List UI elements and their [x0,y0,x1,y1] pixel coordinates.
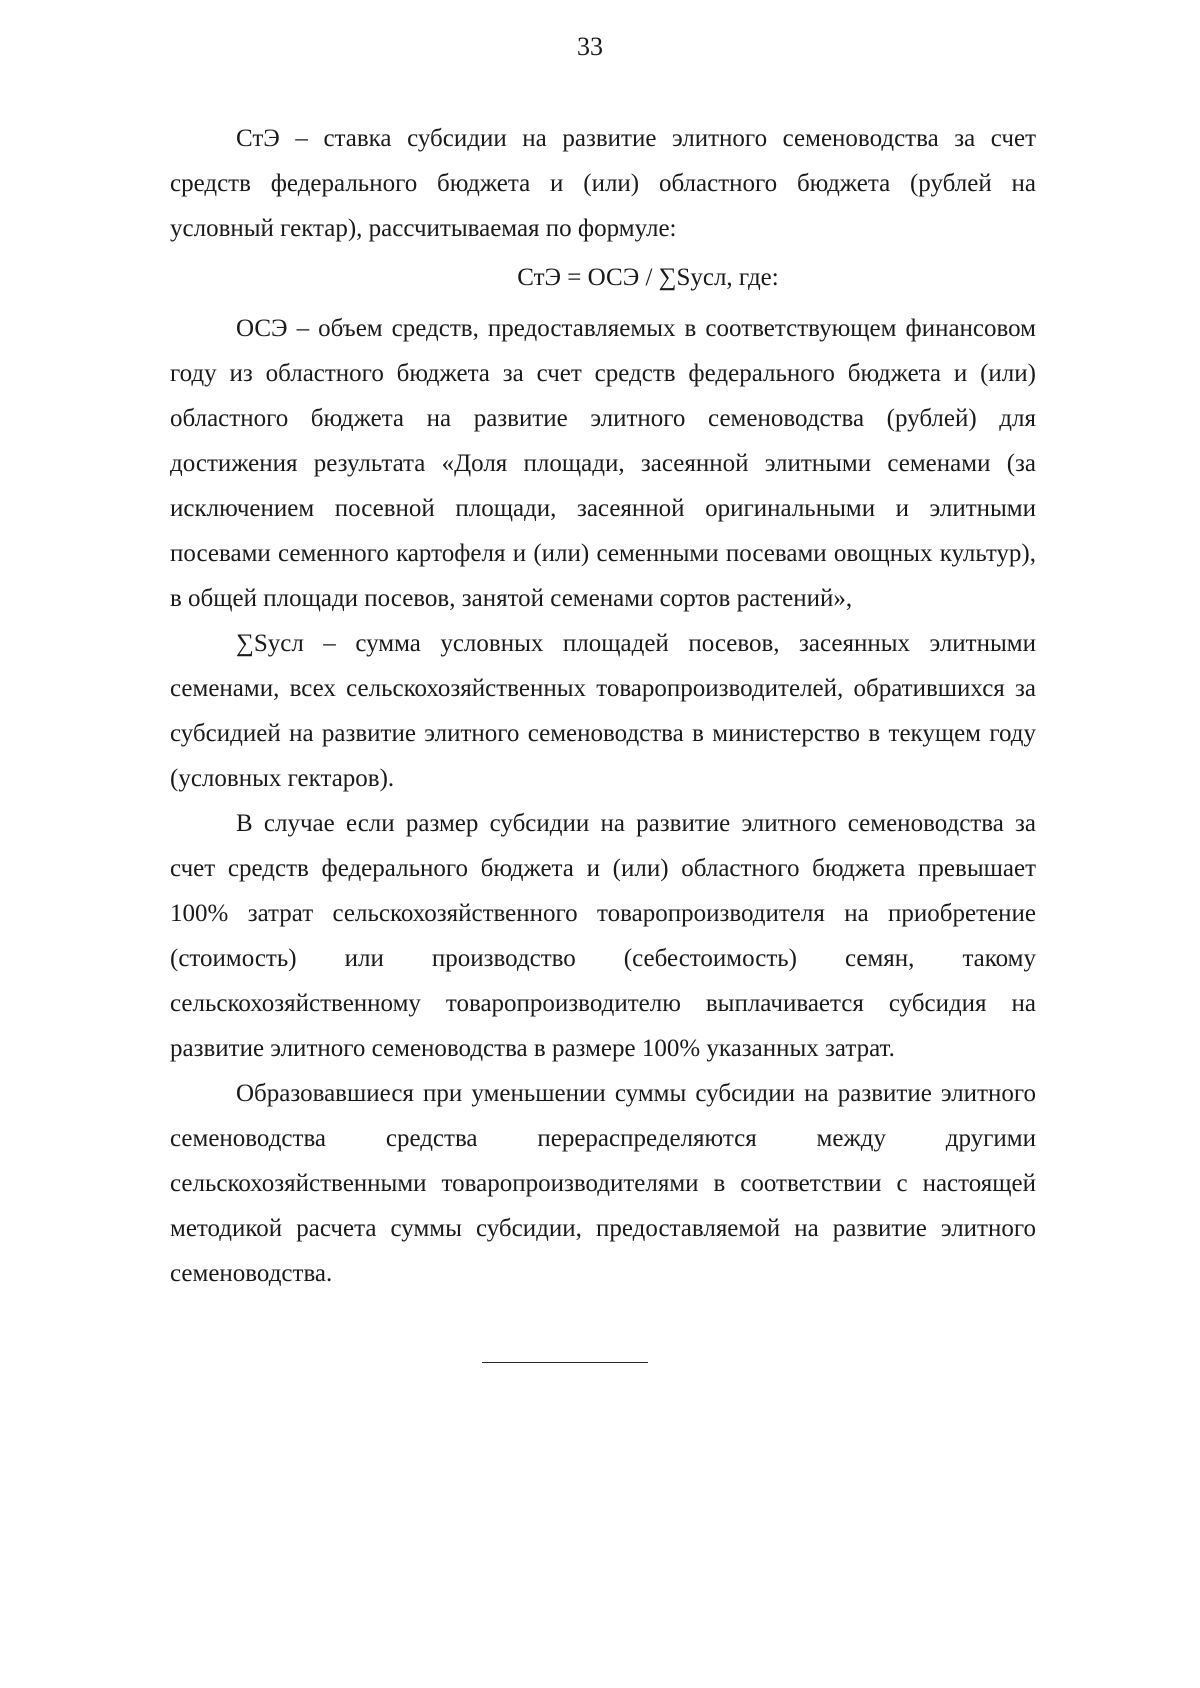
paragraph-cost-limit: В случае если размер субсидии на развитие элитного семеноводства за счет средств федерального бюджета и (или) областного бюджета превышает 100% затрат сельскохозяйственного товаропроизводителя на приобретение (стоимость) или производство (себестоимость) семян, такому сельскохозяйственному товаропроизводителю выплачивается субсидия на развитие элитного семеноводства в размере 100% указанных затрат. [170,810,1036,1062]
document-body [170,116,1036,1296]
paragraph-rate-definition: СтЭ – ставка субсидии на развитие элитного семеноводства за счет средств федерального бюджета и (или) областного бюджета (рублей на условный гектар), рассчитываемая по формуле: [170,125,1036,242]
paragraph-redistribution: Образовавшиеся при уменьшении суммы субсидии на развитие элитного семеноводства средства перераспределяются между другими сельскохозяйственными товаропроизводителями в соответствии с настоящей методикой расчета суммы субсидии, предоставляемой на развитие элитного семеноводства. [170,1080,1036,1287]
paragraph-funds-volume: ОСЭ – объем средств, предоставляемых в соответствующем финансовом году из областного бюджета за счет средств федерального бюджета и (или) областного бюджета на развитие элитного семеноводства (рублей) для достижения результата «Доля площади, засеянной элитными семенами (за исключением посевной площади, засеянной оригинальными и элитными посевами семенного картофеля и (или) семенными посевами овощных культур), в общей площади посевов, занятой семенами сортов растений», [170,315,1036,612]
paragraph-area-sum: ∑Sусл – сумма условных площадей посевов, засеянных элитными семенами, всех сельскохозяйственных товаропроизводителей, обратившихся за субсидией на развитие элитного семеноводства в министерство в текущем году (условных гектаров). [170,630,1036,792]
page-number: 33 [577,32,603,61]
formula: СтЭ = ОСЭ / ∑Sусл, где: [517,264,779,291]
closing-divider [482,1362,648,1363]
